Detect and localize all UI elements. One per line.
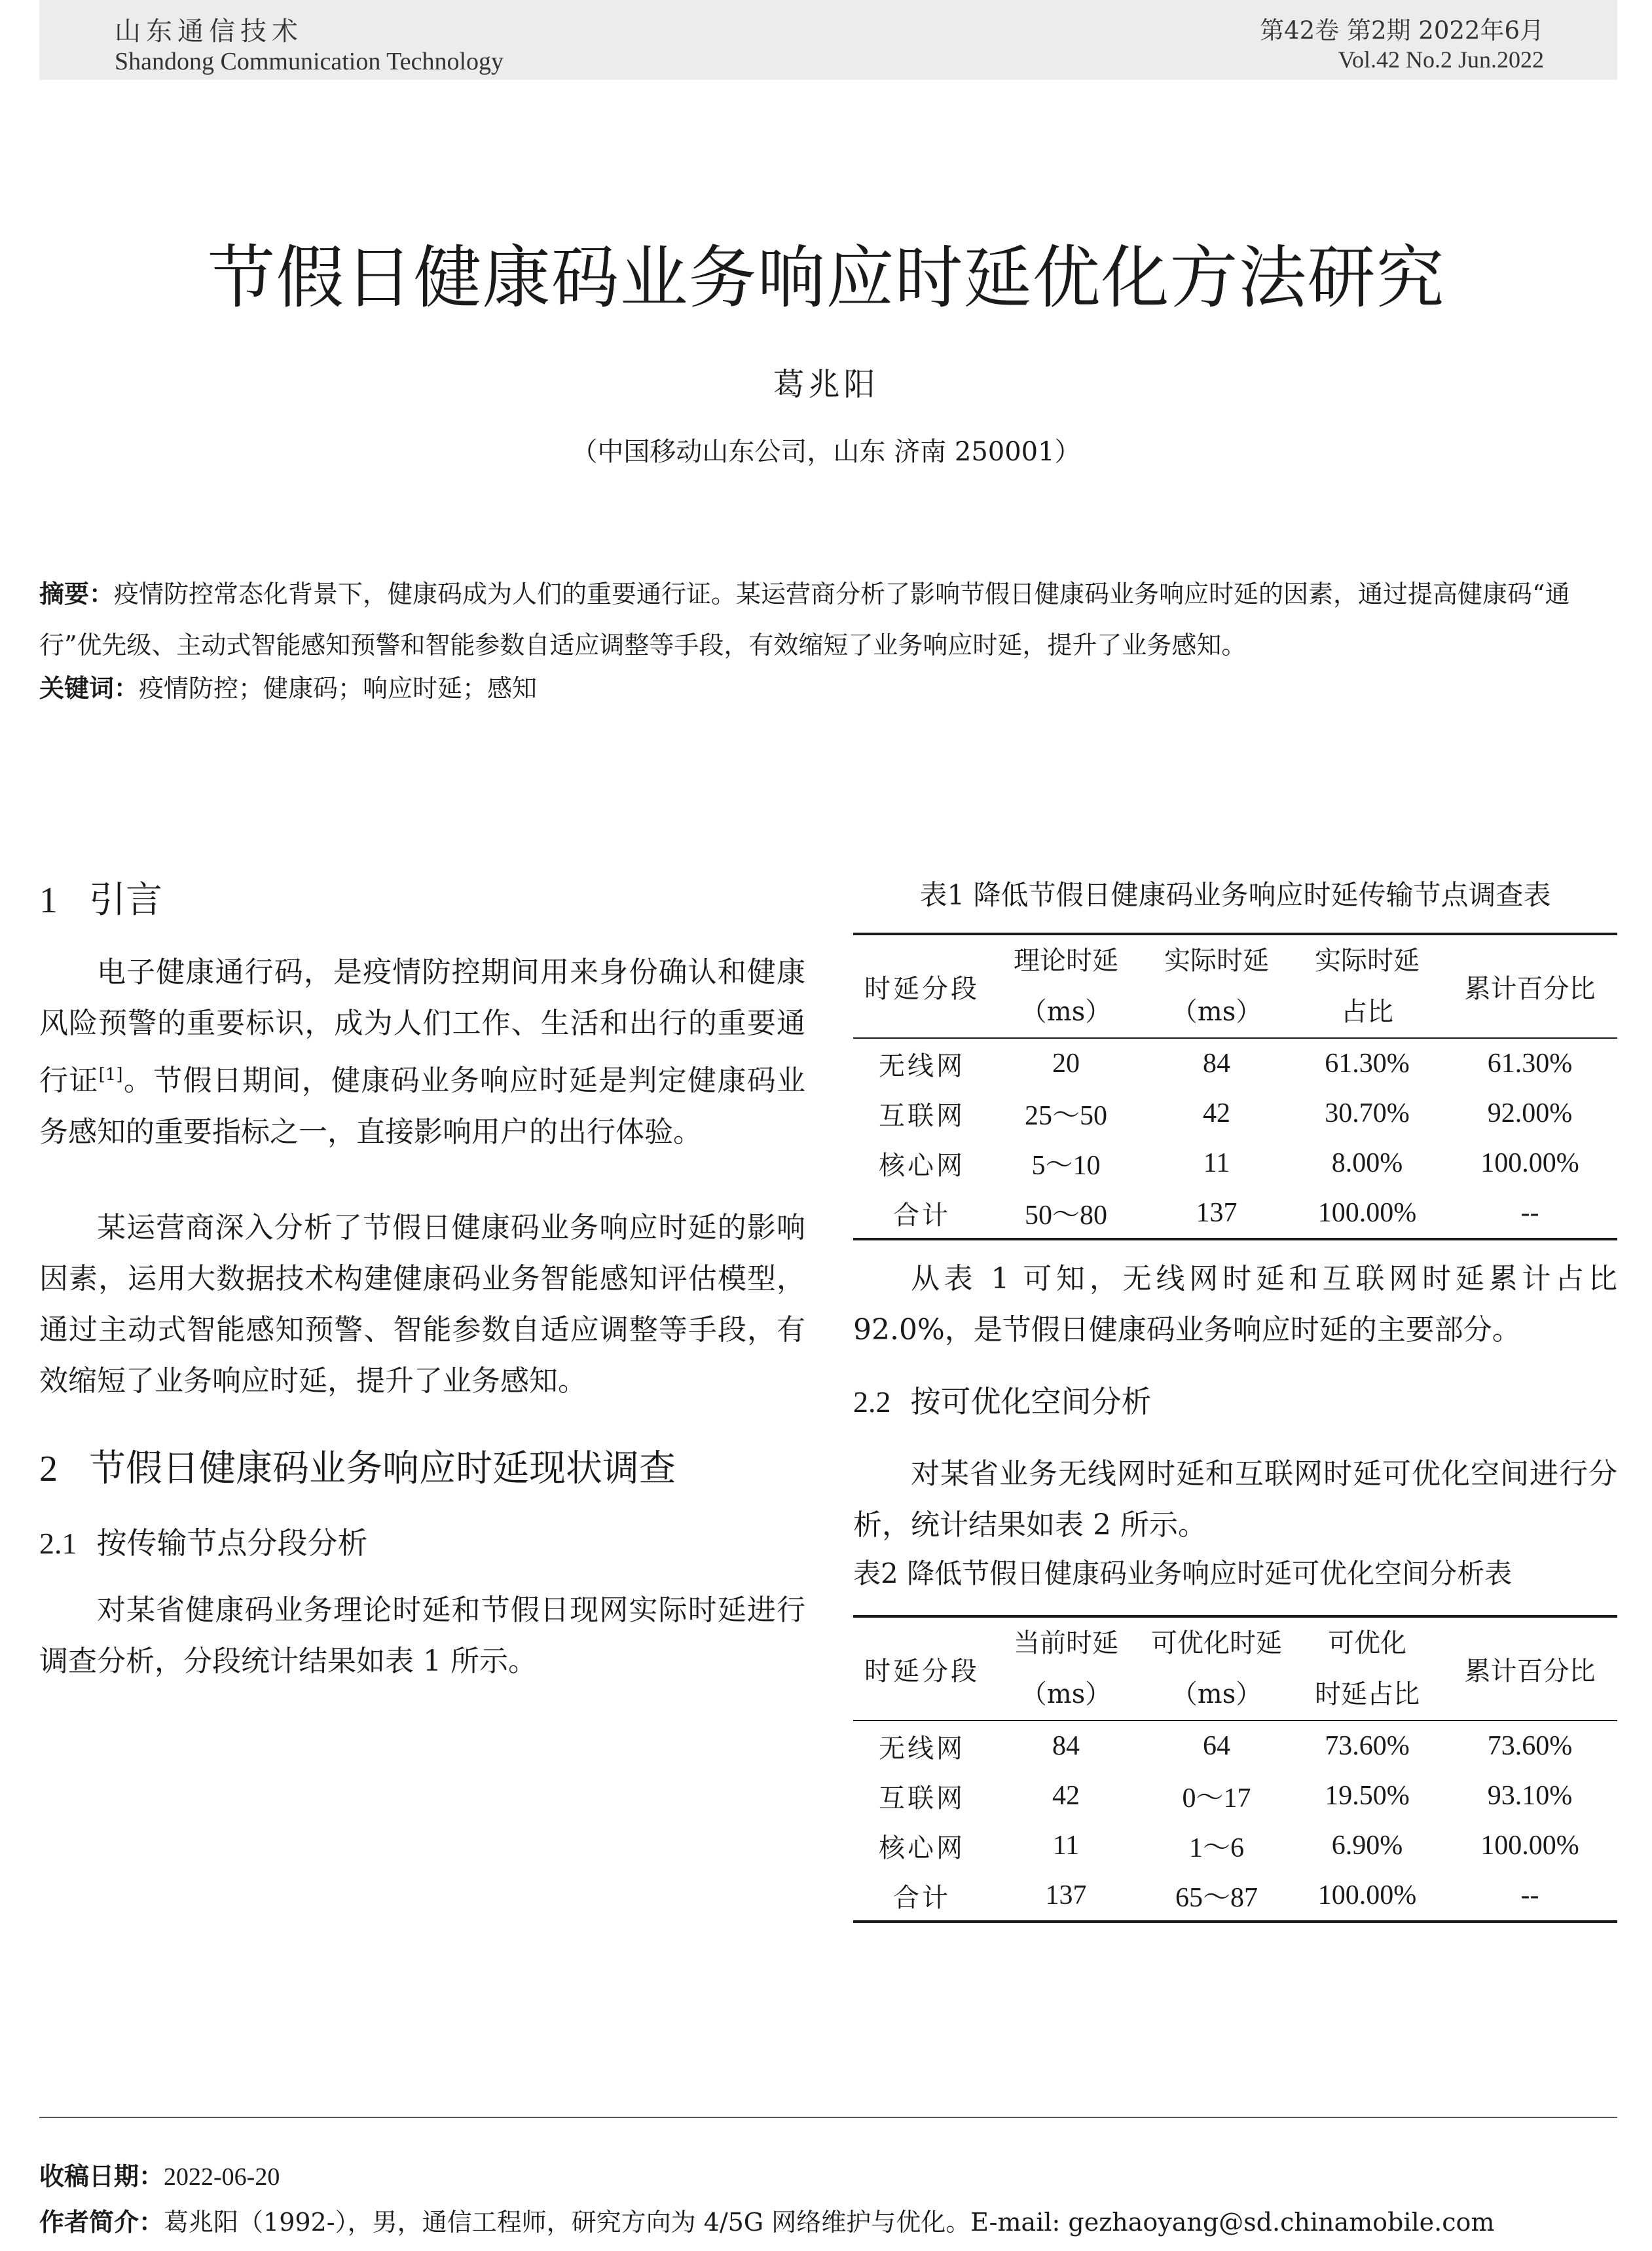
table-2-header-segment-text: 时延分段: [864, 1656, 980, 1686]
journal-name-en: Shandong Communication Technology: [115, 48, 504, 75]
table-2: [853, 1615, 1617, 1923]
section-1-number: 1: [39, 880, 58, 921]
table-1-cell: 互联网: [879, 1100, 965, 1131]
section-1-title: 引言: [89, 879, 162, 921]
table-2-cell: 93.10%: [1487, 1781, 1573, 1811]
table-1-header-segment-text: 时延分段: [864, 973, 980, 1004]
table-2-cell: 64: [1203, 1731, 1230, 1761]
table-1-cell: 50～80: [991, 1188, 1141, 1239]
table-2-cell: 11: [1052, 1831, 1080, 1861]
table-2-cell: 84: [1052, 1731, 1080, 1761]
table-2-header-current-line1: 当前时延: [1014, 1628, 1118, 1658]
author-bio-label: 作者简介：: [39, 2208, 164, 2237]
table-1-cell: 92.00%: [1487, 1098, 1573, 1128]
footer-divider: [39, 2117, 1617, 2118]
table-2-caption: 表2 降低节假日健康码业务响应时延可优化空间分析表: [853, 1557, 1513, 1590]
table-1-cell: 核心网: [879, 1150, 965, 1181]
table-1: [853, 933, 1617, 1240]
table-1-cell: 11: [1203, 1148, 1230, 1178]
table-2-header-ratio-line2: 时延占比: [1315, 1679, 1420, 1709]
section-2-1-paragraph: 对某省健康码业务理论时延和节假日现网实际时延进行调查分析，分段统计结果如表 1 所示。: [39, 1593, 805, 1678]
table-1-header-actual-line1: 实际时延: [1164, 946, 1269, 976]
journal-name-cn: 山东通信技术: [115, 16, 303, 47]
table-2-cell: 19.50%: [1325, 1781, 1410, 1811]
table-1-header-ratio-line1: 实际时延: [1315, 946, 1420, 976]
table-1-cell: 8.00%: [1331, 1148, 1403, 1178]
received-date: [39, 2156, 280, 2192]
table-2-cell: 73.60%: [1325, 1731, 1410, 1761]
section-2-heading: [39, 1440, 805, 1492]
received-date-value: 2022-06-20: [164, 2163, 280, 2191]
table-1-header-theory-line1: 理论时延: [1014, 946, 1118, 976]
table-2-cell: --: [1442, 1870, 1617, 1922]
author-name: 葛兆阳: [773, 366, 879, 403]
table-1-cell: 30.70%: [1325, 1098, 1410, 1128]
issue-info-cn: 第42卷 第2期 2022年6月: [1260, 16, 1544, 45]
section-2-2-heading: [853, 1378, 1617, 1421]
table-1-cell: 25～50: [1024, 1101, 1107, 1131]
section-2-1-heading: [39, 1519, 805, 1563]
table-2-header-ratio-line1: 可优化: [1328, 1628, 1406, 1658]
table-2-header-ratio: [1292, 1616, 1442, 1721]
paragraph-after-table-1: 从表 1 可知，无线网时延和互联网时延累计占比 92.0%，是节假日健康码业务响应时延的主要部分。: [853, 1262, 1617, 1347]
table-2-cell: 0～17: [1182, 1783, 1251, 1814]
table-2-wrapper: [853, 1615, 1617, 1923]
section-1-paragraph-2: 某运营商深入分析了节假日健康码业务响应时延的影响因素，运用大数据技术构建健康码业务智能感知评估模型，通过主动式智能感知预警、智能参数自适应调整等手段，有效缩短了业务响应时延，提升了业务感知。: [39, 1211, 805, 1398]
table-2-row: [853, 1721, 1617, 1771]
article-title: 节假日健康码业务响应时延优化方法研究: [207, 238, 1445, 318]
table-1-body: [853, 1038, 1617, 1239]
table-2-header-cumulative: [1442, 1616, 1617, 1721]
table-2-header-optimizable-line2: （ms）: [1171, 1679, 1262, 1709]
table-1-cell: 100.00%: [1292, 1188, 1442, 1239]
section-2-2-paragraph: 对某省业务无线网时延和互联网时延可优化空间进行分析，统计结果如表 2 所示。: [853, 1457, 1617, 1542]
table-2-cell: 100.00%: [1292, 1870, 1442, 1922]
author-affiliation: （中国移动山东公司，山东 济南 250001）: [571, 437, 1081, 467]
section-1-paragraph-1-text-a: 电子健康通行码，是疫情防控期间用来身份确认和健康风险预警的重要标识，成为人们工作、生活和出行的重要通行证: [39, 956, 805, 1098]
table-1-wrapper: [853, 933, 1617, 1240]
citation-ref-1: [1]: [98, 1065, 123, 1085]
table-1-cell: 42: [1203, 1098, 1230, 1128]
table-1-cell: 5～10: [1031, 1151, 1101, 1181]
table-2-cell: 互联网: [879, 1783, 965, 1814]
table-2-cell: 无线网: [879, 1733, 965, 1764]
section-2-1-title: 按传输节点分段分析: [96, 1525, 368, 1561]
abstract: [39, 568, 1617, 671]
table-2-header-optimizable-line1: 可优化时延: [1151, 1628, 1282, 1658]
table-1-caption: 表1 降低节假日健康码业务响应时延传输节点调查表: [919, 879, 1551, 911]
table-2-cell: 42: [1052, 1781, 1080, 1811]
table-2-cell: 73.60%: [1487, 1731, 1573, 1761]
table-2-header-current-line2: （ms）: [1020, 1679, 1112, 1709]
table-1-cell: 无线网: [879, 1051, 965, 1081]
received-date-label: 收稿日期：: [39, 2162, 164, 2191]
table-1-cell: 61.30%: [1325, 1049, 1410, 1079]
table-1-header-actual: [1141, 934, 1292, 1038]
section-2-2-number: 2.2: [853, 1385, 891, 1419]
section-1-heading: [39, 871, 805, 923]
table-1-row: [853, 1188, 1617, 1239]
table-2-cell: 137: [991, 1870, 1141, 1922]
table-2-row: [853, 1771, 1617, 1821]
keywords-text: 疫情防控；健康码；响应时延；感知: [139, 674, 538, 703]
section-2-1-number: 2.1: [39, 1527, 77, 1560]
table-2-cell: 1～6: [1188, 1833, 1244, 1863]
table-1-row: [853, 1138, 1617, 1188]
table-1-header-cumulative: [1442, 934, 1617, 1038]
table-2-header-cumulative-text: 累计百分比: [1464, 1656, 1596, 1686]
table-2-header-optimizable: [1141, 1616, 1292, 1721]
table-1-header-actual-line2: （ms）: [1171, 997, 1262, 1027]
table-1-header-ratio: [1292, 934, 1442, 1038]
section-2-title: 节假日健康码业务响应时延现状调查: [89, 1447, 676, 1490]
table-2-cell: 100.00%: [1480, 1831, 1579, 1861]
table-1-cell: --: [1442, 1188, 1617, 1239]
table-1-cell: 137: [1141, 1188, 1292, 1239]
issue-info-en: Vol.42 No.2 Jun.2022: [1338, 47, 1544, 73]
keywords-label: 关键词：: [39, 674, 139, 703]
table-2-body: [853, 1721, 1617, 1922]
table-2-cell: 65～87: [1141, 1870, 1292, 1922]
keywords: [39, 668, 537, 704]
abstract-text: 疫情防控常态化背景下，健康码成为人们的重要通行证。某运营商分析了影响节假日健康码业务响应时延的因素，通过提高健康码“通行”优先级、主动式智能感知预警和智能参数自适应调整等手段，有效缩短了业务响应时延，提升了业务感知。: [39, 580, 1570, 660]
table-1-cell: 合计: [853, 1188, 991, 1239]
table-2-row: [853, 1821, 1617, 1870]
author-bio-text: 葛兆阳（1992-），男，通信工程师，研究方向为 4/5G 网络维护与优化。E-mail: gezhaoyang@sd.chinamobile.com: [164, 2208, 1495, 2237]
table-1-cell: 61.30%: [1487, 1049, 1573, 1079]
section-1-paragraph-1-text-b: 。节假日期间，健康码业务响应时延是判定健康码业务感知的重要指标之一，直接影响用户的出行体验。: [39, 1064, 806, 1149]
section-2-2-title: 按可优化空间分析: [910, 1384, 1152, 1419]
table-1-header-theory: [991, 934, 1141, 1038]
table-2-row: [853, 1870, 1617, 1922]
section-2-number: 2: [39, 1449, 58, 1489]
author-bio: [39, 2202, 1494, 2238]
table-2-cell: 合计: [853, 1870, 991, 1922]
table-2-cell: 6.90%: [1331, 1831, 1403, 1861]
table-2-header-current: [991, 1616, 1141, 1721]
table-1-cell: 20: [1052, 1049, 1080, 1079]
table-2-header-segment: [853, 1616, 991, 1721]
table-1-row: [853, 1038, 1617, 1088]
table-1-header-theory-line2: （ms）: [1020, 997, 1112, 1027]
table-1-header-ratio-line2: 占比: [1341, 997, 1393, 1027]
table-1-cell: 100.00%: [1480, 1148, 1579, 1178]
table-2-cell: 核心网: [879, 1832, 965, 1863]
abstract-label: 摘要：: [39, 580, 115, 608]
section-1-paragraph-1: [39, 947, 805, 1158]
table-1-row: [853, 1088, 1617, 1138]
table-1-cell: 84: [1203, 1049, 1230, 1079]
table-1-header-cumulative-text: 累计百分比: [1464, 973, 1596, 1004]
table-1-header-segment: [853, 934, 991, 1038]
